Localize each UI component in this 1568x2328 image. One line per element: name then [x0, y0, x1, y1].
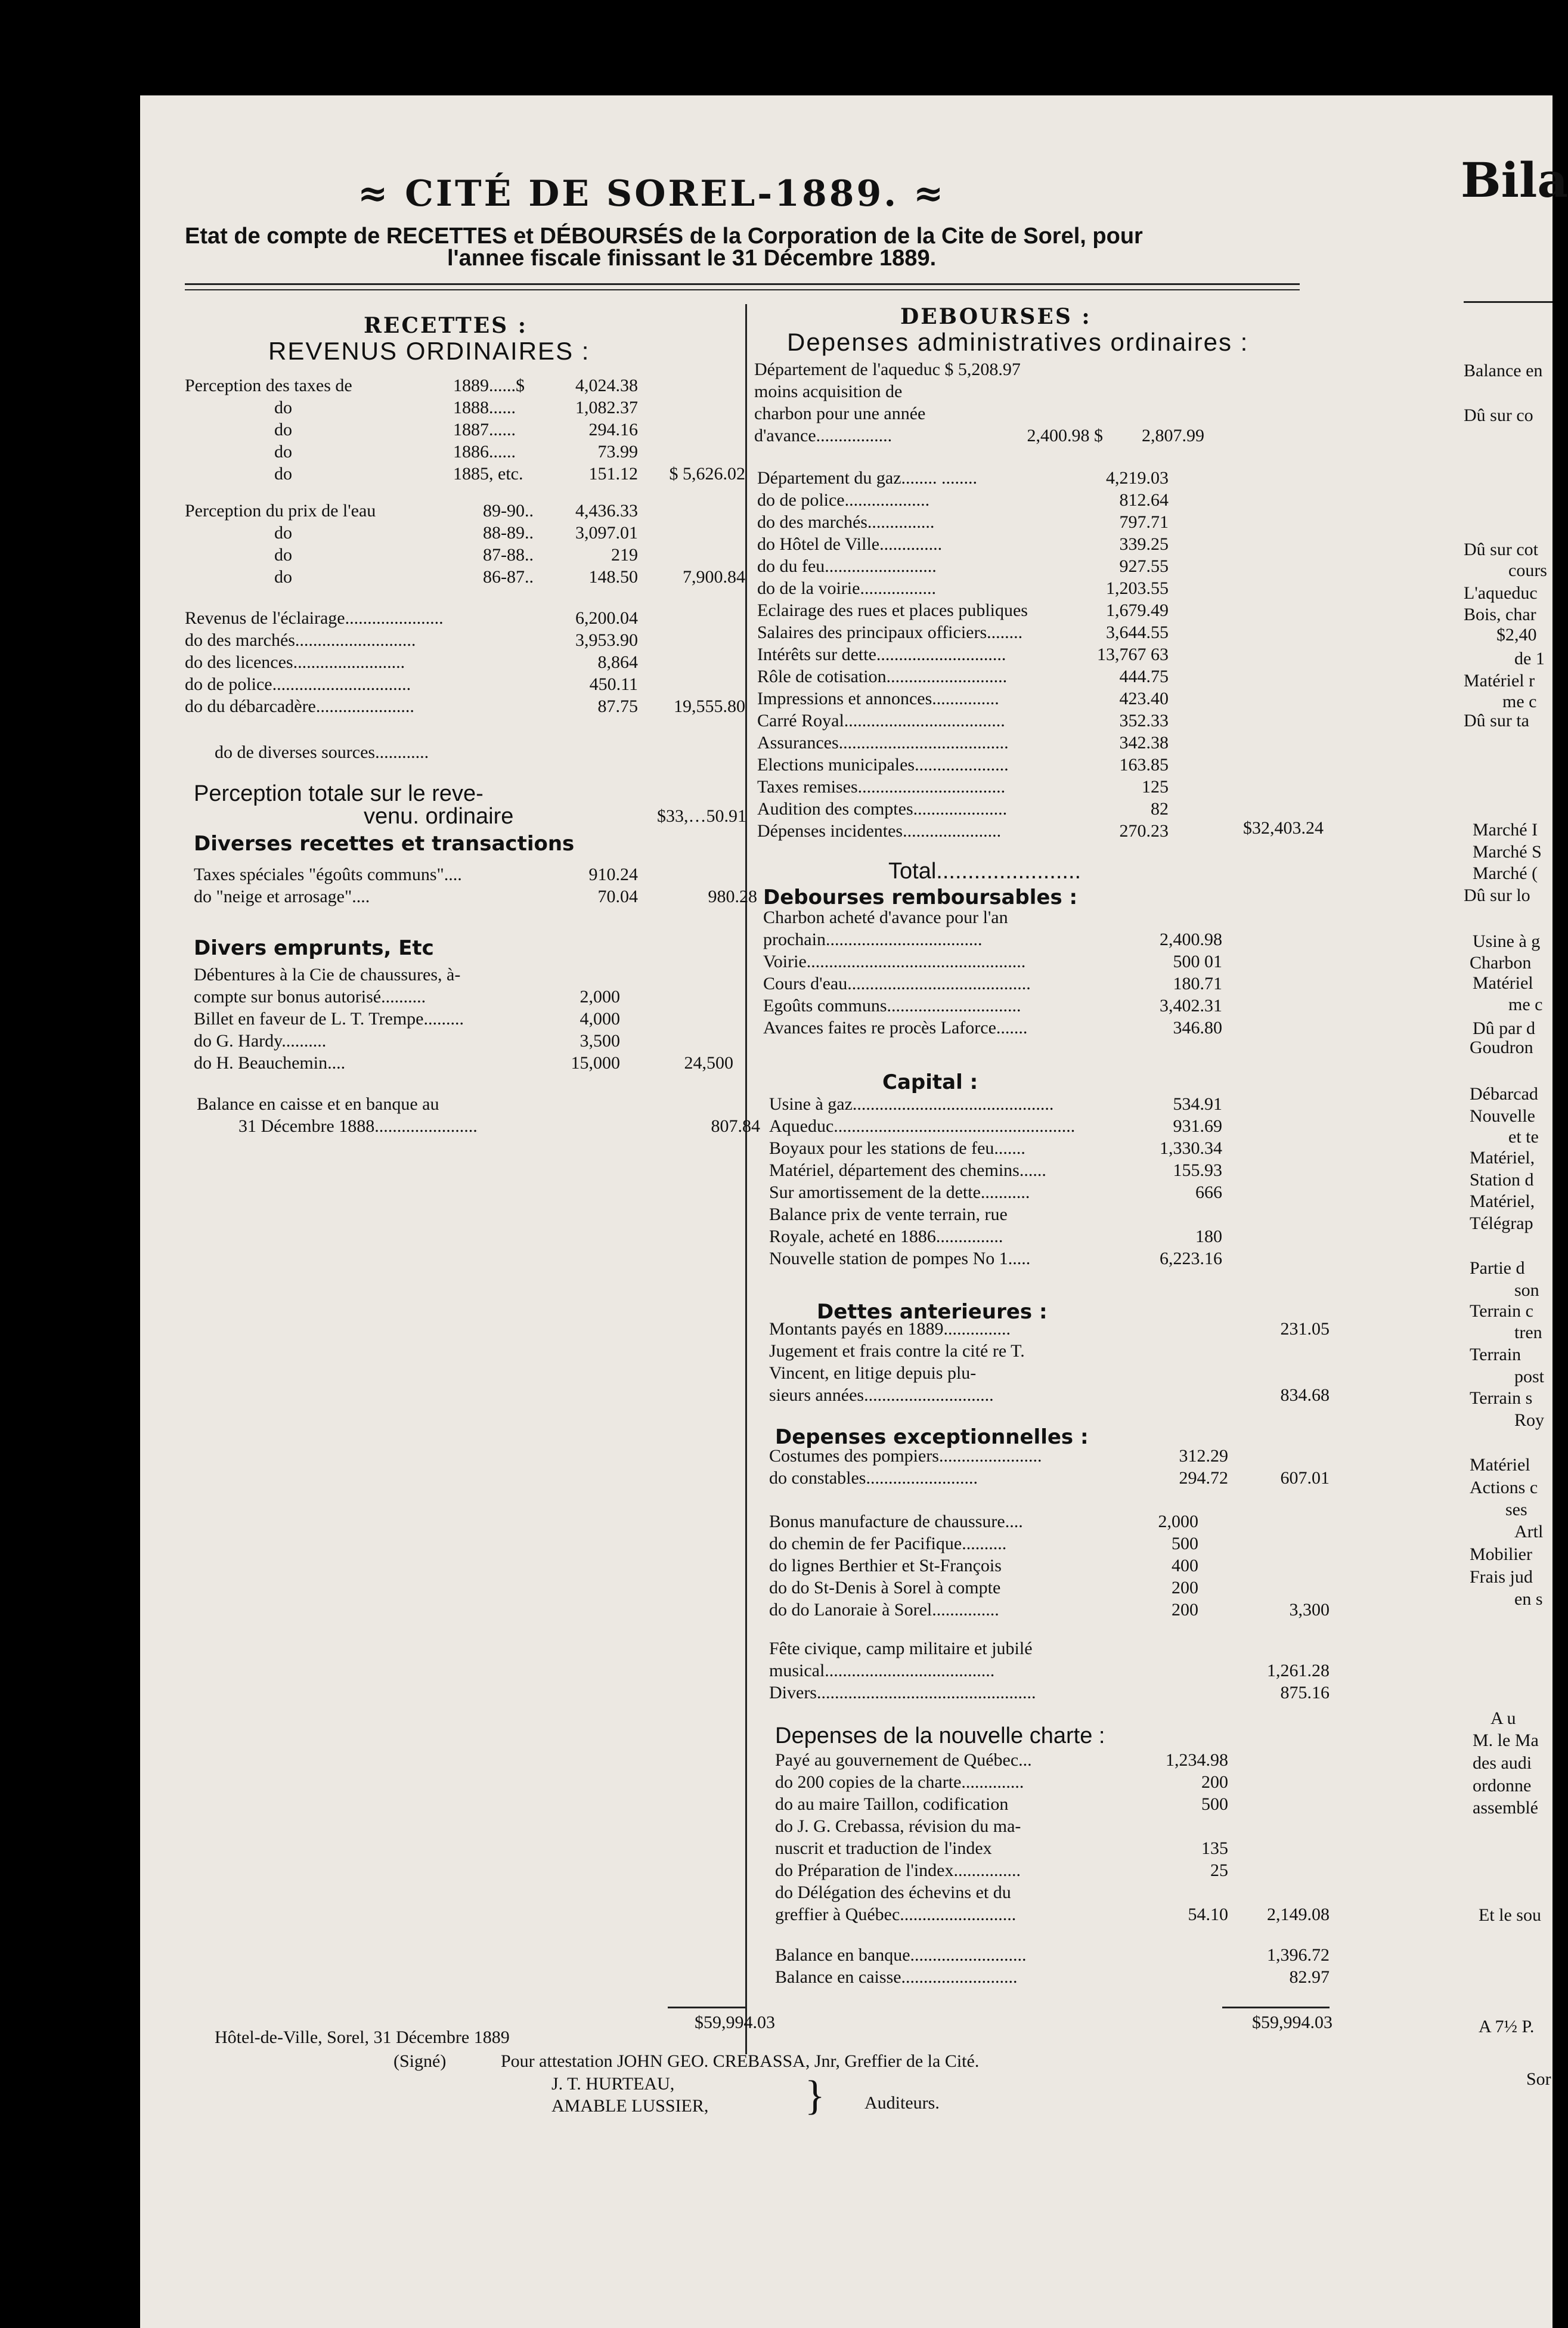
- taxes-row-amount: 4,024.38: [575, 376, 638, 395]
- fete-row-total: 875.16: [1280, 1683, 1330, 1702]
- aqueduc-row-amount: 2,400.98 $: [1027, 426, 1103, 445]
- aqueduc-row-total: 2,807.99: [1142, 426, 1204, 445]
- right-page-line: et te: [1508, 1127, 1539, 1147]
- except-row-total: 607.01: [1280, 1468, 1330, 1488]
- emprunts-row-label: compte sur bonus autorisé..........: [194, 987, 426, 1007]
- right-page-line: Goudron: [1470, 1038, 1533, 1057]
- divers-emprunts-heading: Divers emprunts, Etc: [194, 936, 434, 960]
- right-page-line: Télégrap: [1470, 1213, 1533, 1233]
- charte-row-label: do 200 copies de la charte..............: [775, 1772, 1024, 1792]
- right-page-line: L'aqueduc: [1464, 583, 1538, 603]
- right-page-line: Terrain c: [1470, 1301, 1533, 1321]
- right-page-line: des audi: [1473, 1753, 1532, 1773]
- dept-row-label: Carré Royal....................................: [757, 711, 1005, 730]
- except-row-label: do constables.........................: [769, 1468, 978, 1488]
- dept-row-label: Impressions et annonces...............: [757, 689, 999, 708]
- charte-row-label: nuscrit et traduction de l'index: [775, 1838, 992, 1858]
- except-row-label: Costumes des pompiers.......................: [769, 1446, 1042, 1466]
- right-page-line: Marché (: [1473, 863, 1538, 883]
- eau-row-label: Perception du prix de l'eau: [185, 501, 376, 521]
- dept-row-label: Taxes remises.................................: [757, 777, 1006, 797]
- right-page-line: Dû sur co: [1464, 405, 1533, 425]
- dept-row-amount: 1,203.55: [1106, 578, 1169, 598]
- emprunts-row-amount: 3,500: [580, 1031, 620, 1051]
- right-page-line: Dû sur cot: [1464, 540, 1538, 559]
- dept-row-amount: 4,219.03: [1106, 468, 1169, 488]
- balance-row-label: Balance en banque..........................: [775, 1945, 1027, 1965]
- charte-row-amount: 54.10: [1188, 1905, 1228, 1924]
- eau-row-year: 89-90..: [483, 501, 534, 521]
- dept-row-label: Audition des comptes.....................: [757, 799, 1008, 819]
- aqueduc-row-label: Département de l'aqueduc $ 5,208.97: [754, 360, 1021, 379]
- dept-row-amount: 423.40: [1119, 689, 1169, 708]
- eau-row-amount: 148.50: [588, 567, 638, 587]
- emprunts-row-label: do H. Beauchemin....: [194, 1053, 346, 1073]
- balance-line-2: 31 Décembre 1888.......................: [238, 1116, 478, 1136]
- taxes-row-year: 1887......: [453, 420, 516, 439]
- capital-row-label: Aqueduc......................................................: [769, 1116, 1076, 1136]
- rembours-row-label: Voirie.................................................: [763, 952, 1026, 971]
- capital-row-label: Usine à gaz.............................................: [769, 1094, 1054, 1114]
- right-flourish-icon: ≈: [913, 173, 946, 215]
- right-page-line: Marché I: [1473, 820, 1538, 840]
- rembours-row-amount: 3,402.31: [1160, 996, 1222, 1016]
- charte-row-label: do Délégation des échevins et du: [775, 1883, 1011, 1902]
- bonus-row-label: do do Lanoraie à Sorel...............: [769, 1600, 999, 1620]
- charte-row-amount: 1,234.98: [1166, 1750, 1228, 1770]
- balance-row-total: 82.97: [1289, 1967, 1330, 1987]
- revenus-row-amount: 3,953.90: [575, 630, 638, 650]
- capital-heading: Capital :: [882, 1070, 978, 1094]
- revenus-row-amount: 450.11: [589, 674, 638, 694]
- right-page-line: ordonne: [1473, 1776, 1532, 1795]
- except-row-amount: 312.29: [1179, 1446, 1228, 1466]
- dettes-anterieures-heading: Dettes anterieures :: [817, 1300, 1048, 1324]
- emprunts-row-amount: 15,000: [571, 1053, 620, 1073]
- dept-row-amount: 927.55: [1119, 556, 1169, 576]
- right-page-line: Marché S: [1473, 842, 1542, 862]
- footer-date: Hôtel-de-Ville, Sorel, 31 Décembre 1889: [215, 2027, 510, 2047]
- rembours-row-amount: 346.80: [1173, 1018, 1222, 1038]
- diverses-recettes-heading: Diverses recettes et transactions: [194, 832, 575, 856]
- dept-row-label: Rôle de cotisation...........................: [757, 667, 1008, 686]
- dettes-row-total: 834.68: [1280, 1385, 1330, 1405]
- right-page-line: Sor: [1526, 2069, 1551, 2089]
- footer-signe: (Signé): [393, 2051, 447, 2071]
- debourses-remboursables-heading: Debourses remboursables :: [763, 886, 1078, 909]
- right-page-line: Matériel r: [1464, 671, 1535, 691]
- debourses-grand-total: $59,994.03: [1252, 2013, 1333, 2032]
- aqueduc-row-label: moins acquisition de: [754, 382, 903, 401]
- right-page-line: Frais jud: [1470, 1567, 1533, 1587]
- right-page-line: Usine à g: [1473, 931, 1541, 951]
- capital-row-amount: 180: [1195, 1227, 1222, 1246]
- taxes-row-year: 1888......: [453, 398, 516, 417]
- rembours-row-label: Avances faites re procès Laforce.......: [763, 1018, 1028, 1038]
- bonus-row-label: do lignes Berthier et St-François: [769, 1556, 1002, 1575]
- revenus-row-label: do des marchés...........................: [185, 630, 416, 650]
- dettes-row-label: sieurs années.............................: [769, 1385, 994, 1405]
- footer-lussier: AMABLE LUSSIER,: [551, 2096, 709, 2116]
- dept-row-amount: 270.23: [1119, 821, 1169, 841]
- bonus-row-amount: 200: [1172, 1600, 1198, 1620]
- right-page-title: Bila: [1461, 152, 1568, 208]
- eau-row-year: 87-88..: [483, 545, 534, 565]
- taxes-row-label: do: [274, 398, 292, 417]
- right-page-line: post: [1514, 1367, 1545, 1386]
- dept-row-label: do des marchés...............: [757, 512, 935, 532]
- taxes-row-amount: 73.99: [597, 442, 638, 462]
- eau-row-year: 86-87..: [483, 567, 534, 587]
- right-page-line: Terrain: [1470, 1345, 1521, 1364]
- bonus-row-amount: 400: [1172, 1556, 1198, 1575]
- right-page-rule: [1464, 301, 1552, 303]
- charte-row-label: do J. G. Crebassa, révision du ma-: [775, 1816, 1021, 1836]
- dept-row-label: Intérêts sur dette.............................: [757, 645, 1006, 664]
- rembours-row-amount: 500 01: [1173, 952, 1222, 971]
- revenus-row-label: do de police...............................: [185, 674, 411, 694]
- capital-row-amount: 6,223.16: [1160, 1249, 1222, 1268]
- right-page-line: me c: [1502, 692, 1537, 711]
- bonus-row-amount: 200: [1172, 1578, 1198, 1598]
- dept-row-label: Eclairage des rues et places publiques: [757, 600, 1028, 620]
- footer-attestation: Pour attestation JOHN GEO. CREBASSA, Jnr, Greffier de la Cité.: [501, 2051, 980, 2071]
- taxes-row-year: 1886......: [453, 442, 516, 462]
- taxes-row-total: $ 5,626.02: [669, 464, 745, 484]
- total-label: Total.......................: [888, 859, 1082, 884]
- right-page-line: son: [1514, 1280, 1539, 1300]
- right-page-line: Partie d: [1470, 1258, 1525, 1278]
- left-flourish-icon: ≈: [358, 173, 391, 215]
- subtitle-line-2: l'annee fiscale finissant le 31 Décembre 1889.: [447, 246, 937, 271]
- nouvelle-charte-heading: Depenses de la nouvelle charte :: [775, 1723, 1105, 1748]
- right-page-line: Nouvelle: [1470, 1106, 1535, 1126]
- speciales-row-amount: 70.04: [597, 887, 638, 906]
- right-page-line: Dû sur lo: [1464, 886, 1530, 905]
- footer-hurteau: J. T. HURTEAU,: [551, 2074, 675, 2094]
- dept-row-label: Département du gaz........ ........: [757, 468, 978, 488]
- right-page-line: M. le Ma: [1473, 1730, 1539, 1750]
- taxes-row-label: do: [274, 464, 292, 484]
- dept-row-amount: 352.33: [1119, 711, 1169, 730]
- dept-row-amount: 1,679.49: [1106, 600, 1169, 620]
- fete-row-label: musical......................................: [769, 1661, 995, 1680]
- charte-row-amount: 25: [1210, 1860, 1228, 1880]
- diverses-sources-row: do de diverses sources............: [215, 742, 429, 762]
- right-page-line: A 7½ P.: [1479, 2017, 1535, 2036]
- capital-row-label: Royale, acheté en 1886...............: [769, 1227, 1003, 1246]
- revenus-row-label: do des licences.........................: [185, 652, 405, 672]
- perception-totale-line-2: venu. ordinaire: [364, 804, 514, 829]
- capital-row-amount: 931.69: [1173, 1116, 1222, 1136]
- right-page-line: Terrain s: [1470, 1388, 1533, 1408]
- debourses-heading: DEBOURSES :: [900, 304, 1092, 329]
- speciales-row-label: do "neige et arrosage"....: [194, 887, 370, 906]
- balance-row-label: Balance en caisse..........................: [775, 1967, 1018, 1987]
- capital-row-label: Boyaux pour les stations de feu.......: [769, 1138, 1025, 1158]
- depenses-administratives-total: $32,403.24: [1243, 818, 1324, 838]
- dept-row-label: Salaires des principaux officiers........: [757, 623, 1023, 642]
- header-rule-2: [185, 289, 1300, 290]
- eau-row-year: 88-89..: [483, 523, 534, 543]
- revenus-row-label: Revenus de l'éclairage......................: [185, 608, 444, 628]
- rembours-row-label: Egoûts communs..............................: [763, 996, 1021, 1016]
- right-page-line: Dû sur ta: [1464, 711, 1529, 730]
- right-page-line: Débarcad: [1470, 1084, 1538, 1104]
- dettes-row-label: Vincent, en litige depuis plu-: [769, 1363, 977, 1383]
- right-page-line: cours: [1508, 561, 1547, 580]
- right-page-line: de 1: [1514, 649, 1545, 668]
- capital-row-label: Balance prix de vente terrain, rue: [769, 1205, 1008, 1224]
- recettes-heading: RECETTES :: [364, 313, 528, 338]
- charte-row-label: greffier à Québec..........................: [775, 1905, 1017, 1924]
- charte-row-total: 2,149.08: [1267, 1905, 1330, 1924]
- dettes-row-label: Jugement et frais contre la cité re T.: [769, 1341, 1025, 1361]
- footer-auditeurs: Auditeurs.: [864, 2093, 940, 2113]
- dept-row-amount: 163.85: [1119, 755, 1169, 775]
- emprunts-row-amount: 2,000: [580, 987, 620, 1007]
- balance-amount: 807.84: [711, 1116, 760, 1136]
- right-page-line: Dû par d: [1473, 1018, 1535, 1038]
- eau-row-amount: 219: [611, 545, 638, 565]
- right-page-line: Balance en: [1464, 361, 1543, 380]
- capital-row-amount: 534.91: [1173, 1094, 1222, 1114]
- dept-row-amount: 342.38: [1119, 733, 1169, 753]
- eau-row-amount: 3,097.01: [575, 523, 638, 543]
- speciales-row-total: 980.28: [708, 887, 757, 906]
- right-page-line: Actions c: [1470, 1478, 1538, 1497]
- capital-row-amount: 666: [1195, 1182, 1222, 1202]
- dept-row-amount: 13,767 63: [1097, 645, 1169, 664]
- bonus-row-label: do do St-Denis à Sorel à compte: [769, 1578, 1001, 1598]
- revenus-row-amount: 8,864: [597, 652, 638, 672]
- dettes-row-label: Montants payés en 1889...............: [769, 1319, 1011, 1339]
- taxes-row-label: do: [274, 420, 292, 439]
- bonus-row-amount: 500: [1172, 1534, 1198, 1553]
- charte-row-amount: 200: [1201, 1772, 1228, 1792]
- document-title: ≈ CITÉ DE SOREL-1889. ≈: [358, 173, 946, 215]
- depenses-administratives-heading: Depenses administratives ordinaires :: [787, 328, 1249, 356]
- taxes-row-label: Perception des taxes de: [185, 376, 352, 395]
- right-page-line: en s: [1514, 1589, 1543, 1609]
- right-page-line: assemblé: [1473, 1798, 1538, 1818]
- bonus-row-label: do chemin de fer Pacifique..........: [769, 1534, 1007, 1553]
- emprunts-row-total: 24,500: [684, 1053, 733, 1073]
- charte-row-label: Payé au gouvernement de Québec...: [775, 1750, 1032, 1770]
- perception-totale-amount: $33,…50.91: [657, 806, 746, 826]
- except-row-amount: 294.72: [1179, 1468, 1228, 1488]
- rembours-row-amount: 180.71: [1173, 974, 1222, 993]
- revenus-row-label: do du débarcadère......................: [185, 696, 414, 716]
- column-divider: [745, 304, 747, 2054]
- right-page-line: me c: [1508, 995, 1543, 1014]
- bonus-row-amount: 2,000: [1158, 1512, 1198, 1531]
- aqueduc-row-label: d'avance.................: [754, 426, 893, 445]
- dettes-row-total: 231.05: [1280, 1319, 1330, 1339]
- right-page-line: Et le sou: [1479, 1905, 1541, 1925]
- speciales-row-amount: 910.24: [588, 865, 638, 884]
- right-page-line: tren: [1514, 1323, 1542, 1342]
- rembours-row-label: prochain...................................: [763, 930, 983, 949]
- debourses-total-rule: [1222, 2007, 1330, 2008]
- right-page-line: Matériel: [1473, 973, 1533, 993]
- charte-row-amount: 135: [1201, 1838, 1228, 1858]
- fete-row-total: 1,261.28: [1267, 1661, 1330, 1680]
- brace-icon: }: [805, 2073, 825, 2119]
- right-page-line: A u: [1490, 1708, 1516, 1728]
- right-page-line: Bois, char: [1464, 605, 1536, 624]
- eau-row-label: do: [274, 545, 292, 565]
- taxes-row-amount: 1,082.37: [575, 398, 638, 417]
- right-page-line: Matériel,: [1470, 1148, 1535, 1168]
- taxes-row-year: 1889......$: [453, 376, 525, 395]
- recettes-grand-total: $59,994.03: [695, 2013, 775, 2032]
- speciales-row-label: Taxes spéciales "égoûts communs"....: [194, 865, 462, 884]
- right-page-line: Station d: [1470, 1170, 1534, 1190]
- balance-line-1: Balance en caisse et en banque au: [197, 1094, 439, 1114]
- right-page-line: Roy: [1514, 1410, 1545, 1430]
- capital-row-label: Sur amortissement de la dette...........: [769, 1182, 1030, 1202]
- dept-row-label: Elections municipales.....................: [757, 755, 1009, 775]
- emprunts-row-label: Billet en faveur de L. T. Trempe.........: [194, 1009, 464, 1029]
- right-page-line: Artl: [1514, 1522, 1544, 1541]
- dept-row-label: do Hôtel de Ville..............: [757, 534, 943, 554]
- dept-row-amount: 797.71: [1119, 512, 1169, 532]
- capital-row-amount: 155.93: [1173, 1160, 1222, 1180]
- dept-row-label: do de police...................: [757, 490, 930, 510]
- depenses-exceptionnelles-heading: Depenses exceptionnelles :: [775, 1425, 1089, 1449]
- charte-row-amount: 500: [1201, 1794, 1228, 1814]
- bonus-row-label: Bonus manufacture de chaussure....: [769, 1512, 1023, 1531]
- recettes-total-rule: [668, 2007, 745, 2008]
- rembours-row-label: Charbon acheté d'avance pour l'an: [763, 908, 1008, 927]
- taxes-row-amount: 151.12: [588, 464, 638, 484]
- charte-row-label: do Préparation de l'index...............: [775, 1860, 1021, 1880]
- aqueduc-row-label: charbon pour une année: [754, 404, 926, 423]
- dept-row-amount: 444.75: [1119, 667, 1169, 686]
- charte-row-label: do au maire Taillon, codification: [775, 1794, 1009, 1814]
- taxes-row-year: 1885, etc.: [453, 464, 523, 484]
- dept-row-amount: 125: [1142, 777, 1169, 797]
- taxes-row-amount: 294.16: [588, 420, 638, 439]
- capital-row-label: Nouvelle station de pompes No 1.....: [769, 1249, 1031, 1268]
- right-page-line: Mobilier: [1470, 1544, 1532, 1564]
- emprunts-row-label: do G. Hardy..........: [194, 1031, 327, 1051]
- dept-row-label: do du feu.........................: [757, 556, 937, 576]
- dept-row-amount: 3,644.55: [1106, 623, 1169, 642]
- capital-row-label: Matériel, département des chemins......: [769, 1160, 1046, 1180]
- capital-row-amount: 1,330.34: [1160, 1138, 1222, 1158]
- eau-row-total: 7,900.84: [683, 567, 745, 587]
- dept-row-label: Dépenses incidentes......................: [757, 821, 1002, 841]
- rembours-row-amount: 2,400.98: [1160, 930, 1222, 949]
- dept-row-amount: 339.25: [1119, 534, 1169, 554]
- right-page-line: Matériel,: [1470, 1191, 1535, 1211]
- right-page-line: ses: [1505, 1500, 1527, 1519]
- eau-row-label: do: [274, 523, 292, 543]
- header-rule: [185, 283, 1300, 285]
- taxes-row-label: do: [274, 442, 292, 462]
- perception-totale-line-1: Perception totale sur le reve-: [194, 781, 484, 806]
- fete-row-label: Fête civique, camp militaire et jubilé: [769, 1639, 1033, 1658]
- emprunts-row-amount: 4,000: [580, 1009, 620, 1029]
- revenus-row-total: 19,555.80: [674, 696, 745, 716]
- dept-row-label: Assurances......................................: [757, 733, 1009, 753]
- emprunts-row-label: Débentures à la Cie de chaussures, à-: [194, 965, 461, 985]
- subtitle-line-1: Etat de compte de RECETTES et DÉBOURSÉS de la Corporation de la Cite de Sorel, pour: [185, 224, 1143, 249]
- rembours-row-label: Cours d'eau.........................................: [763, 974, 1031, 993]
- eau-row-amount: 4,436.33: [575, 501, 638, 521]
- revenus-row-amount: 6,200.04: [575, 608, 638, 628]
- dept-row-label: do de la voirie.................: [757, 578, 936, 598]
- right-page-line: Matériel: [1470, 1455, 1530, 1475]
- dept-row-amount: 82: [1151, 799, 1169, 819]
- revenus-ordinaires-heading: REVENUS ORDINAIRES :: [268, 337, 590, 365]
- bonus-row-total: 3,300: [1289, 1600, 1330, 1620]
- balance-row-total: 1,396.72: [1267, 1945, 1330, 1965]
- right-page-line: $2,40: [1496, 625, 1537, 645]
- dept-row-amount: 812.64: [1119, 490, 1169, 510]
- eau-row-label: do: [274, 567, 292, 587]
- fete-row-label: Divers.................................................: [769, 1683, 1036, 1702]
- revenus-row-amount: 87.75: [597, 696, 638, 716]
- right-page-line: Charbon: [1470, 953, 1532, 973]
